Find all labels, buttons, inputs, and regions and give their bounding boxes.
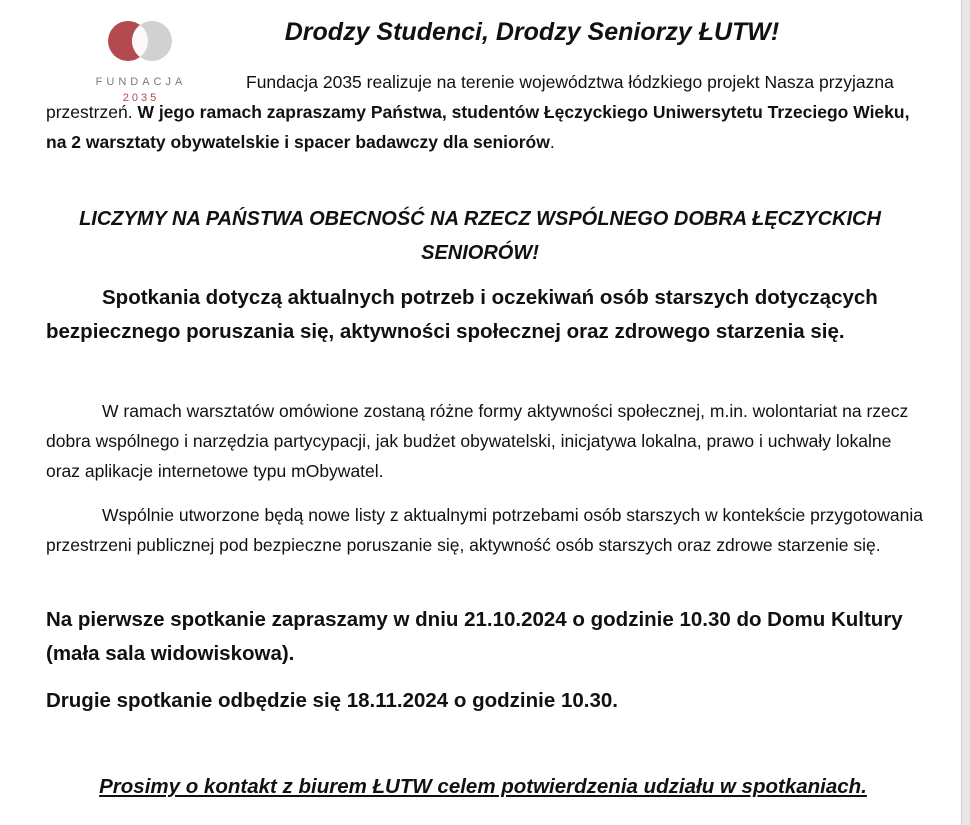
vertical-scrollbar[interactable] <box>961 0 970 825</box>
meetings-paragraph <box>46 281 926 349</box>
page-title: Drodzy Studenci, Drodzy Seniorzy ŁUTW! <box>284 18 780 46</box>
intro-end: . <box>549 132 555 152</box>
second-meeting-paragraph: Drugie spotkanie odbędzie się 18.11.2024 o godzinie 10.30. <box>46 689 618 712</box>
logo-circles-icon <box>105 18 177 70</box>
intro-normal-text: Fundacja 2035 realizuje na terenie województwa łódzkiego projekt Nasza przyjazna przestrzeń. <box>46 72 894 122</box>
meetings-text: Spotkania dotyczą aktualnych potrzeb i oczekiwań osób starszych dotyczących bezpiecznego poruszania się, aktywności społecznej oraz zdrowego starzenia się. <box>46 286 878 343</box>
intro-paragraph <box>46 67 926 157</box>
logo-text-year: 2035 <box>122 92 160 104</box>
closing-note: Prosimy o kontakt z biurem ŁUTW celem potwierdzenia udziału w spotkaniach. <box>99 775 867 798</box>
lists-paragraph <box>46 500 926 560</box>
first-meeting-paragraph: Na pierwsze spotkanie zapraszamy w dniu 21.10.2024 o godzinie 10.30 do Domu Kultury (mała sala widowiskowa). <box>46 608 903 665</box>
workshops-text: W ramach warsztatów omówione zostaną różne formy aktywności społecznej, m.in. wolontariat na rzecz dobra wspólnego i narzędzia partycypacji, jak budżet obywatelski, inicjatywa lokalna, prawo i uchwały lokalne oraz aplikacje internetowe typu mObywatel. <box>46 401 909 481</box>
slogan-heading: LICZYMY NA PAŃSTWA OBECNOŚĆ NA RZECZ WSPÓLNEGO DOBRA ŁĘCZYCKICH SENIORÓW! <box>79 208 881 264</box>
logo-text-fundacja: FUNDACJA <box>95 76 187 88</box>
lists-text: Wspólnie utworzone będą nowe listy z aktualnymi potrzebami osób starszych w kontekście przygotowania przestrzeni publicznej pod bezpieczne poruszanie się, aktywność osób starszych oraz zdrowe starzenie się. <box>46 505 923 555</box>
workshops-paragraph <box>46 396 926 486</box>
intro-bold-text: W jego ramach zapraszamy Państwa, studentów Łęczyckiego Uniwersytetu Trzeciego Wieku, na 2 warsztaty obywatelskie i spacer badawczy dla seniorów <box>46 102 910 152</box>
